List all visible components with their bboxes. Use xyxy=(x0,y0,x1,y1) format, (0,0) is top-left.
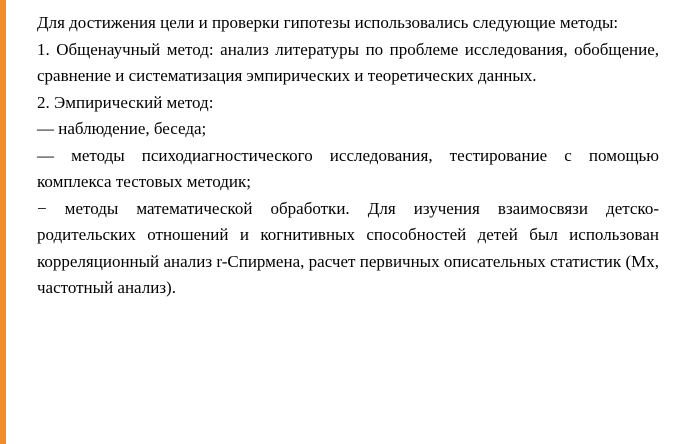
document-body xyxy=(37,10,659,302)
list-item-math-processing: − методы математической обработки. Для изучения взаимосвязи детско-родительских отношений и когнитивных способностей детей был использован корреляционный анализ r-Спирмена, расчет первичных описательных статистик (Mx, частотный анализ). xyxy=(37,198,659,297)
method-2-heading: 2. Эмпирический метод: xyxy=(37,92,214,112)
method-1-paragraph: 1. Общенаучный метод: анализ литературы по проблеме исследования, обобщение, сравнение и систематизация эмпирических и теоретических данных. xyxy=(37,39,659,85)
intro-paragraph: Для достижения цели и проверки гипотезы использовались следующие методы: xyxy=(37,13,619,32)
list-item-psychodiagnostics: — методы психодиагностического исследования, тестирование с помощью комплекса тестовых методик; xyxy=(37,145,659,191)
left-accent-bar xyxy=(0,0,6,444)
list-item-observation: — наблюдение, беседа; xyxy=(37,119,207,138)
